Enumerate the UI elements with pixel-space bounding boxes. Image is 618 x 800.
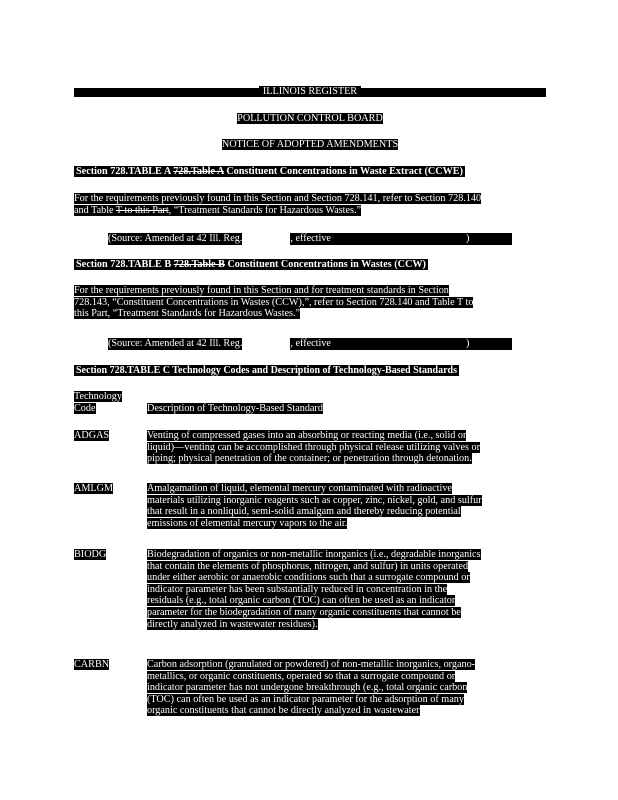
section-a-source: (Source: Amended at 42 Ill. Reg. , effective ) (108, 233, 512, 245)
notice-title: NOTICE OF ADOPTED AMENDMENTS (221, 139, 399, 150)
board-title: POLLUTION CONTROL BOARD (237, 113, 383, 124)
table-row-description: Carbon adsorption (granulated or powdered) of non-metallic inorganics, organo- metallics, or organic constituents, operated so that a surrogate compound or indicator parameter has not undergone breakthrough (e.g., total organic carbon (TOC) can often be used as an indicator parameter for the adsorption of many organic constituents that cannot be directly analyzed in wastewater (147, 659, 476, 717)
table-row-description: Venting of compressed gases into an absorbing or reacting media (i.e., solid or liquid)—venting can be accomplished through physical release utilizing valves or piping; physical penetration of the container; or penetration through detonation. (147, 430, 480, 465)
section-a-heading: Section 728.TABLE A 728.Table A Constituent Concentrations in Waste Extract (CCWE) (76, 166, 463, 177)
col-header-description: Description of Technology-Based Standard (147, 403, 323, 414)
section-b-struck: 728.Table B (173, 259, 225, 270)
table-row-description: Amalgamation of liquid, elemental mercury contaminated with radioactive materials utilizing inorganic reagents such as copper, zinc, nickel, gold, and sulfur that result in a nonliquid, semi-solid amalgam and thereby reducing potential emissions of elemental mercury vapors to the air. (147, 483, 482, 529)
section-b-heading: Section 728.TABLE B 728.Table B Constituent Concentrations in Wastes (CCW) (76, 259, 426, 270)
register-title: ILLINOIS REGISTER (74, 86, 546, 98)
section-a-struck: 728.Table A (173, 166, 224, 177)
section-b-body: For the requirements previously found in this Section and for treatment standards in Section 728.143, “Constituent Concentrations in Wastes (CCW),”, refer to Section 728.140 and Table T to this Part, “Treatment Standards for Hazardous Wastes.” (74, 285, 474, 320)
table-row-description: Biodegradation of organics or non-metallic inorganics (i.e., degradable inorganics that contain the elements of phosphorus, nitrogen, and sulfur) in units operated under either aerobic or anaerobic conditions such that a surrogate compound or indicator parameter has been substantially reduced in concentration in the residuals (e.g., total organic carbon (TOC) can often be used as an indicator parameter for the biodegradation of many organic constituents that cannot be directly analyzed in wastewater residues). (147, 549, 481, 630)
section-a-body: For the requirements previously found in this Section and Section 728.141, refer to Section 728.140 and Table T to this Part, “Treatment Standards for Hazardous Wastes.” (74, 193, 482, 216)
section-c-heading: Section 728.TABLE C Technology Codes and Description of Technology-Based Standards (76, 365, 457, 376)
table-row-code: CARBN (74, 659, 110, 670)
table-row-code: ADGAS (74, 430, 110, 441)
table-row-code: BIODG (74, 549, 107, 560)
section-b-source: (Source: Amended at 42 Ill. Reg. , effective ) (108, 338, 512, 350)
col-header-code: Technology Code (74, 391, 122, 414)
table-row-code: AMLGM (74, 483, 114, 494)
